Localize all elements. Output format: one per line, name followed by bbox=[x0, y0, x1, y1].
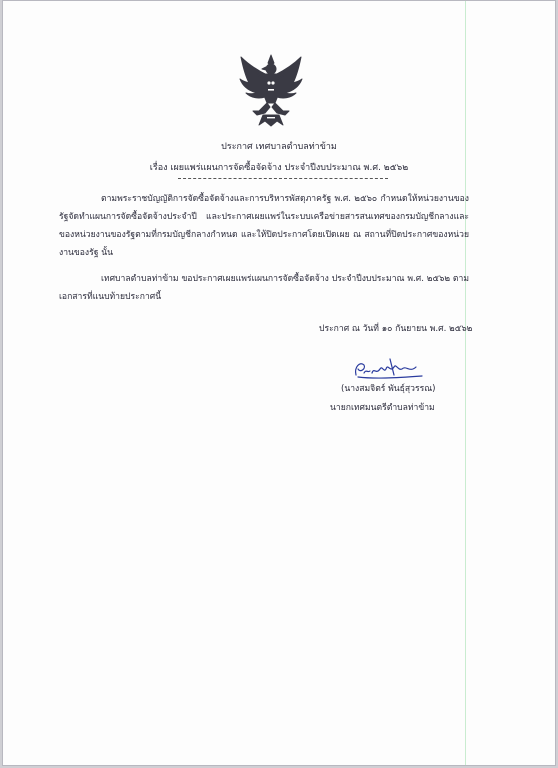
document-page bbox=[3, 1, 555, 765]
body-paragraph-2-text: เทศบาลตำบลท่าข้าม ขอประกาศเผยแพร่แผนการจัดซื้อจัดจ้าง ประจำปีงบประมาณ พ.ศ. ๒๕๖๒ ตามเอกสารที่แนบท้ายประกาศนี้ bbox=[59, 274, 469, 302]
signatory-name: (นางสมจิตร์ พันธุ์สุวรรณ) bbox=[341, 384, 436, 394]
body-paragraph-1-text: ตามพระราชบัญญัติการจัดซื้อจัดจ้างและการบริหารพัสดุภาครัฐ พ.ศ. ๒๕๖๐ กำหนดให้หน่วยงานของรัฐจัดทำแผนการจัดซื้อจัดจ้างประจำปี และประกาศเผยแพร่ในระบบเครือข่ายสารสนเทศของกรมบัญชีกลางและของหน่วยงานของรัฐตามที่กรมบัญชีกลางกำหนด และให้ปิดประกาศโดยเปิดเผย ณ สถานที่ปิดประกาศของหน่วยงานของรัฐ นั้น bbox=[59, 194, 469, 258]
body-paragraph-2 bbox=[59, 270, 469, 306]
announcement-subject: เรื่อง เผยแพร่แผนการจัดซื้อจัดจ้าง ประจำปีงบประมาณ พ.ศ. ๒๕๖๒ bbox=[149, 163, 409, 173]
signatory-title: นายกเทศมนตรีตำบลท่าข้าม bbox=[330, 403, 435, 413]
announcement-heading: ประกาศ เทศบาลตำบลท่าข้าม bbox=[221, 142, 337, 152]
page-edge-line bbox=[465, 1, 466, 765]
body-paragraph-1 bbox=[59, 190, 469, 262]
garuda-emblem-icon bbox=[237, 53, 305, 127]
announcement-date: ประกาศ ณ วันที่ ๑๐ กันยายน พ.ศ. ๒๕๖๒ bbox=[319, 324, 473, 334]
handwritten-signature-icon bbox=[350, 355, 426, 381]
heading-divider bbox=[178, 178, 388, 179]
